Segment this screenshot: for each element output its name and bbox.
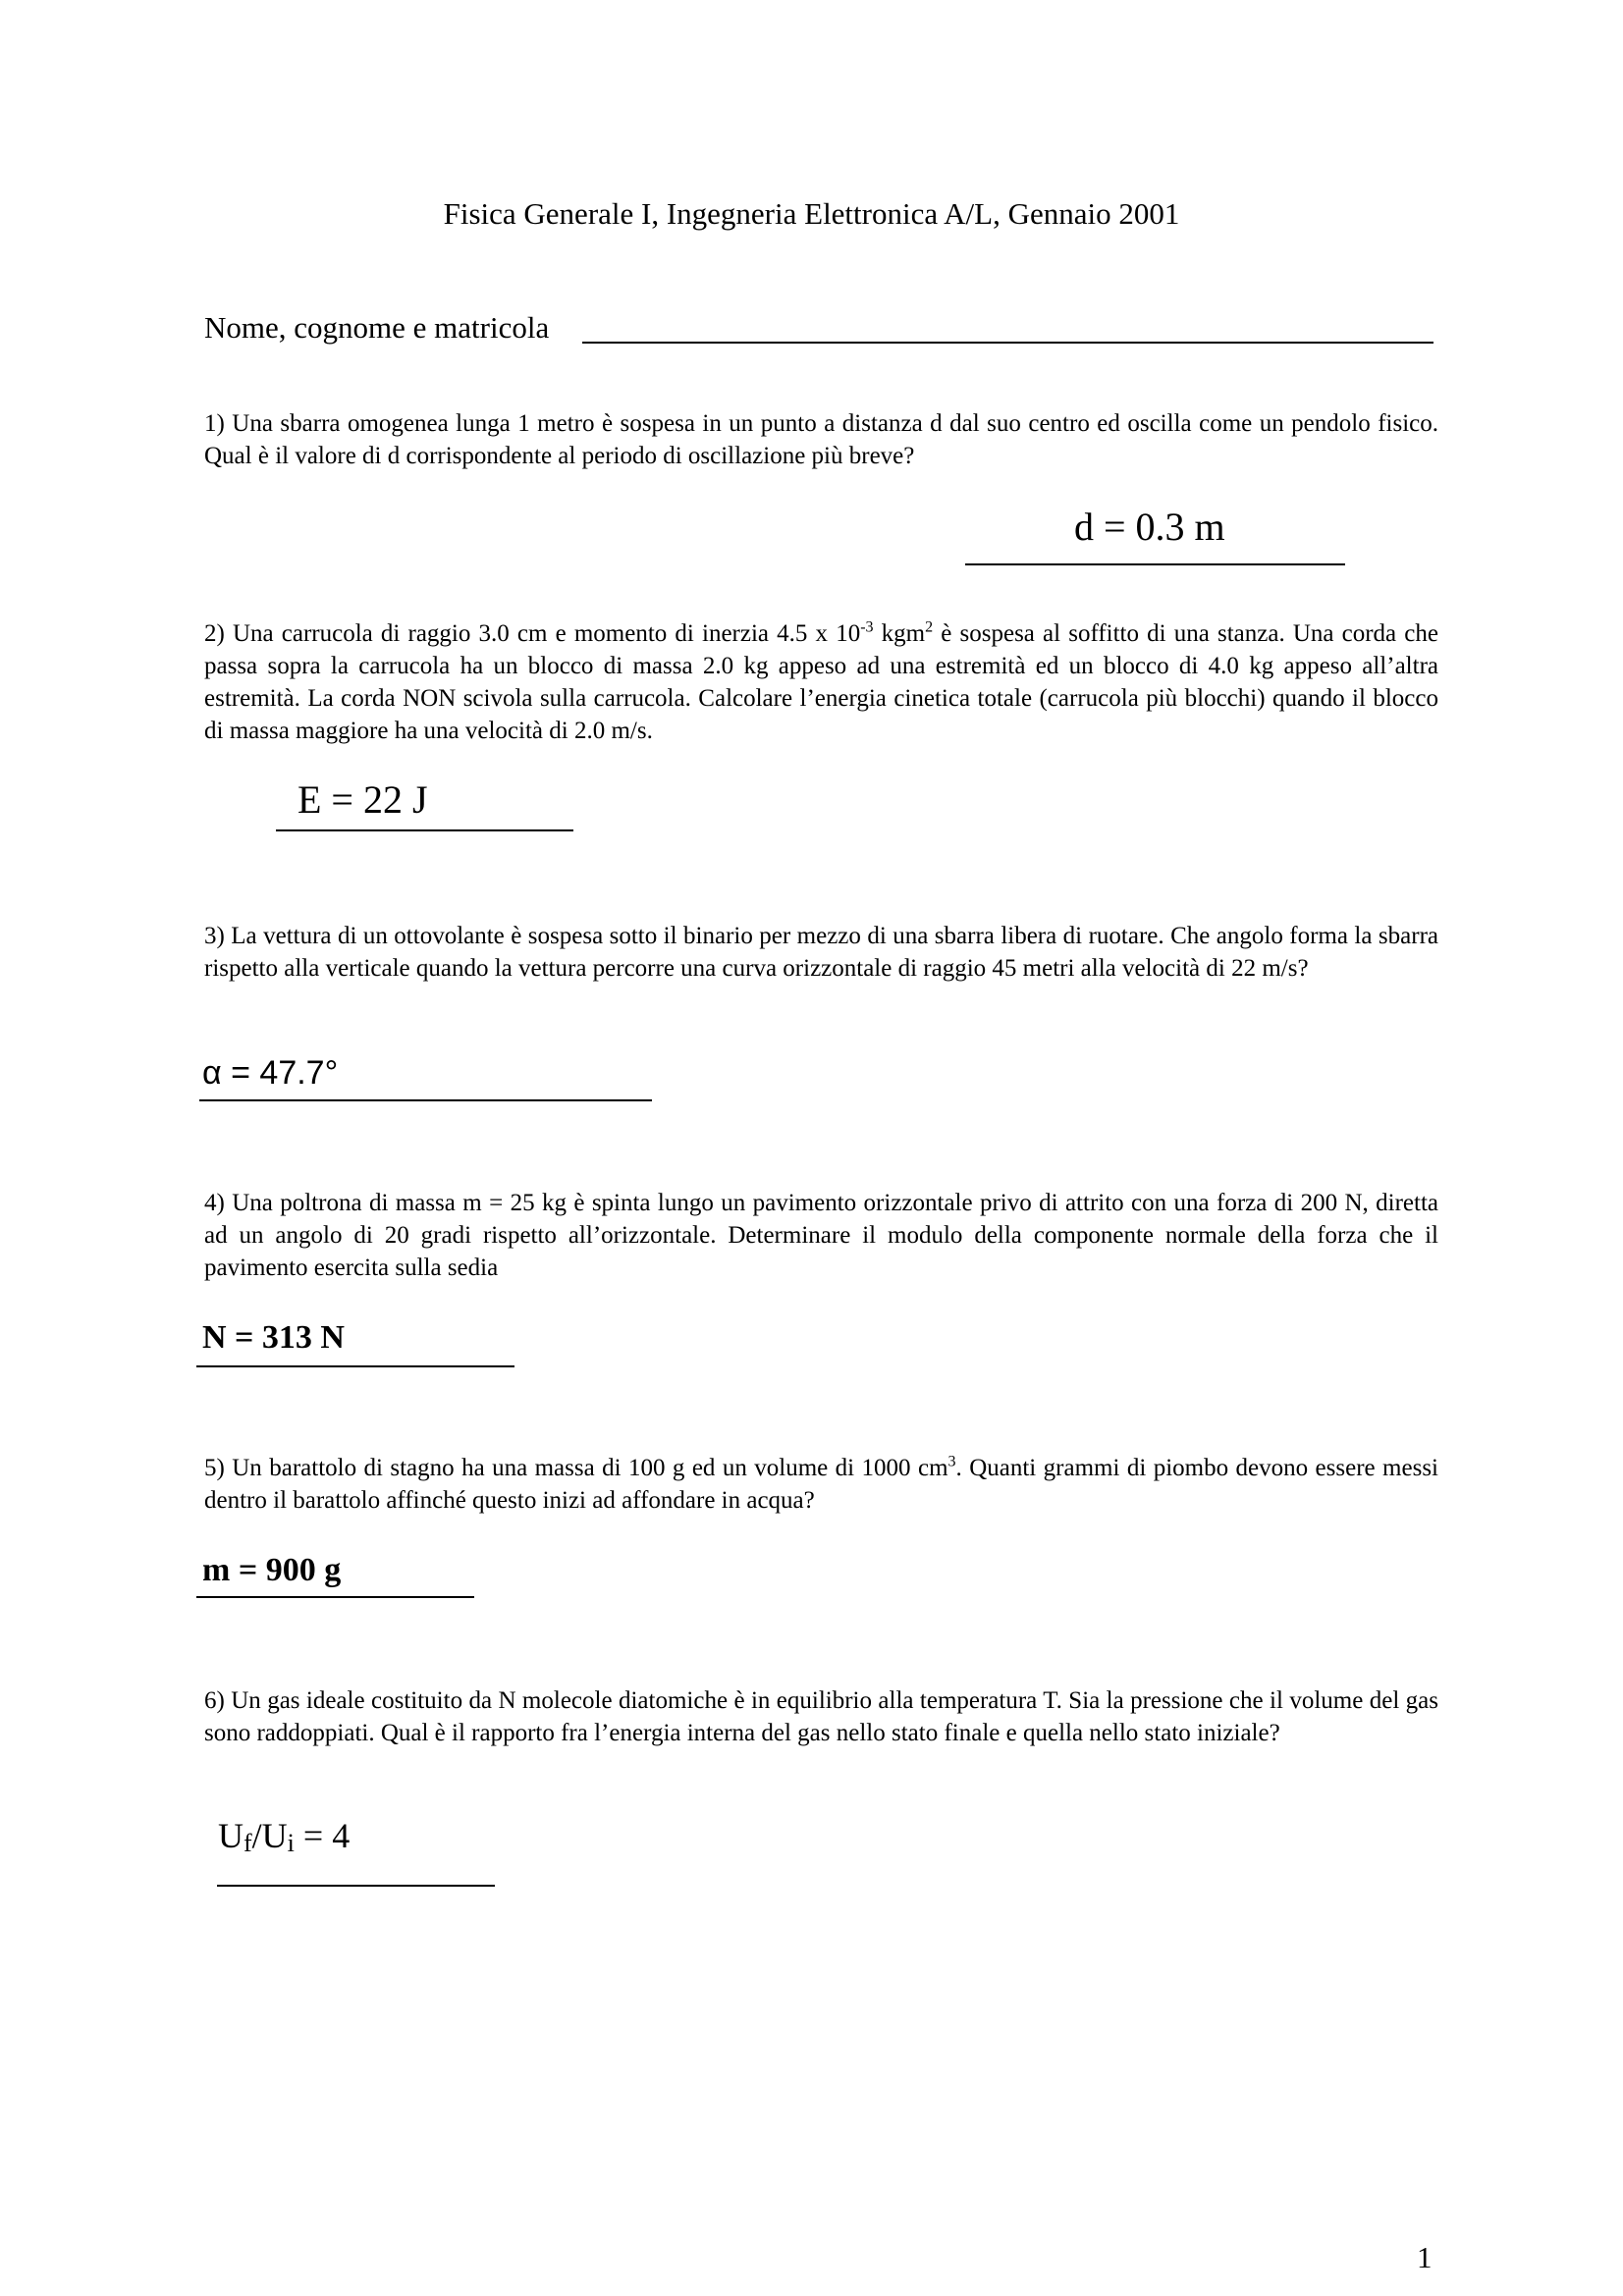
question-2: 2) Una carrucola di raggio 3.0 cm e momento di inerzia 4.5 x $10^{-3}$ kgm$^2$ è sospesa al soffitto di una stanza. Una corda che passa sopra la carrucola ha un blocco di massa 2.0 kg appeso ad una estremità ed un blocco di 4.0 kg appeso all’altra estremità. La corda NON scivola sulla carrucola. Calcolare l’energia cinetica totale (carrucola più blocchi) quando il blocco di massa maggiore ha una velocità di 2.0 m/s. [204, 618, 1438, 744]
page-number: 1 [1417, 2240, 1433, 2274]
answer-6-line[interactable] [217, 1885, 495, 1887]
question-5: 5) Un barattolo di stagno ha una massa di 100 g ed un volume di 1000 $cm^3$. Quanti grammi di piombo devono essere messi dentro il barattolo affinché questo inizi ad affondare in acqua? [204, 1453, 1438, 1514]
name-field-label: Nome, cognome e matricola [204, 310, 550, 345]
answer-3: α = 47.7° [202, 1054, 339, 1092]
question-3: 3) La vettura di un ottovolante è sospesa sotto il binario per mezzo di una sbarra libera di ruotare. Che angolo forma la sbarra rispetto alla verticale quando la vettura percorre una curva orizzontale di raggio 45 metri alla velocità di 22 m/s? [204, 923, 1438, 982]
question-4: 4) Una poltrona di massa m = 25 kg è spinta lungo un pavimento orizzontale privo di attrito con una forza di 200 N, diretta ad un angolo di 20 gradi rispetto all’orizzontale. Determinare il modulo della componente normale della forza che il pavimento esercita sulla sedia [204, 1190, 1438, 1281]
answer-4-line[interactable] [196, 1365, 514, 1367]
question-6: 6) Un gas ideale costituito da N molecole diatomiche è in equilibrio alla temperatura T. Sia la pressione che il volume del gas sono raddoppiati. Qual è il rapporto fra l’energia interna del gas nello stato finale e quella nello stato iniziale? [204, 1687, 1438, 1746]
answer-5-line[interactable] [196, 1596, 474, 1598]
answer-2-line[interactable] [276, 829, 573, 831]
answer-4: N = 313 N [202, 1319, 345, 1356]
question-1: 1) Una sbarra omogenea lunga 1 metro è sospesa in un punto a distanza d dal suo centro ed oscilla come un pendolo fisico. Qual è il valore di d corrispondente al periodo di oscillazione più breve? [204, 410, 1438, 469]
answer-1-line[interactable] [965, 563, 1345, 565]
answer-6: Uf/Ui = 4 [218, 1816, 351, 1857]
answer-2: E = 22 J [298, 777, 428, 822]
name-field-line[interactable] [582, 342, 1434, 344]
answer-1: d = 0.3 m [1074, 505, 1225, 549]
page-title: Fisica Generale I, Ingegneria Elettronica A/L, Gennaio 2001 [443, 196, 1180, 231]
answer-3-line[interactable] [199, 1099, 652, 1101]
answer-5: m = 900 g [202, 1552, 342, 1588]
